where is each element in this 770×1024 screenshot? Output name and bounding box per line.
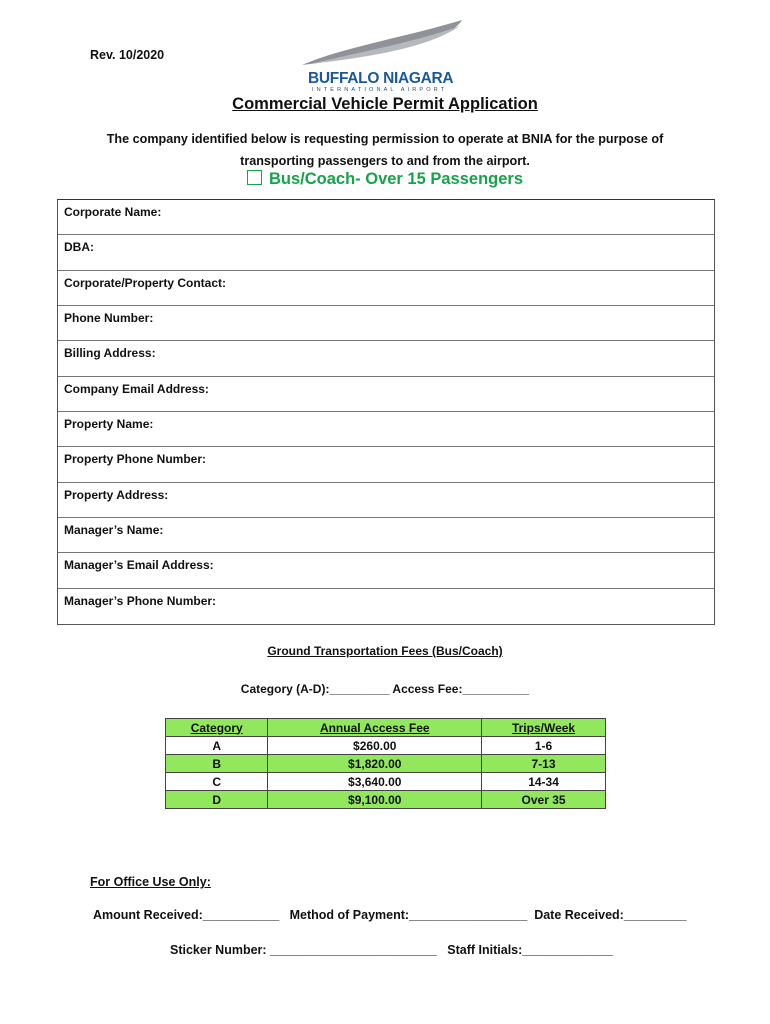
checkbox-icon[interactable]	[247, 170, 262, 185]
header-category: Category	[166, 719, 268, 737]
bus-coach-option[interactable]	[0, 170, 770, 189]
intro-text	[60, 128, 710, 172]
form-field-dba[interactable]	[58, 235, 714, 270]
category-access-fee-line[interactable]: Category (A-D):_________ Access Fee:__________	[240, 682, 530, 696]
form-field-contact[interactable]	[58, 271, 714, 306]
office-use-line-2[interactable]: Sticker Number: ________________________ Staff Initials:_____________	[170, 943, 613, 957]
intro-line-2: transporting passengers to and from the airport.	[240, 154, 530, 168]
table-cell: Over 35	[482, 791, 606, 809]
office-use-line-1[interactable]: Amount Received:___________ Method of Payment:_________________ Date Received:_________	[93, 908, 687, 922]
airport-logo	[300, 18, 470, 93]
table-cell: C	[166, 773, 268, 791]
table-cell: B	[166, 755, 268, 773]
field-label: Manager’s Phone Number:	[64, 593, 217, 608]
form-field-manager-phone[interactable]	[58, 589, 714, 624]
field-label: Phone Number:	[64, 311, 154, 326]
field-label: Property Name:	[64, 417, 154, 432]
intro-line-1: The company identified below is requesting permission to operate at BNIA for the purpose of	[106, 132, 664, 146]
revision-label: Rev. 10/2020	[90, 48, 165, 62]
table-row	[166, 791, 606, 809]
form-field-property-address[interactable]	[58, 483, 714, 518]
form-field-property-name[interactable]	[58, 412, 714, 447]
field-label: Corporate/Property Contact:	[64, 275, 227, 290]
logo-swoosh-icon	[300, 18, 470, 70]
table-cell: $1,820.00	[268, 755, 482, 773]
logo-wordmark: BUFFALO NIAGARA	[308, 70, 454, 87]
table-cell: 7-13	[482, 755, 606, 773]
table-cell: $260.00	[268, 737, 482, 755]
table-cell: 1-6	[482, 737, 606, 755]
field-label: DBA:	[64, 240, 94, 255]
form-field-billing-address[interactable]	[58, 341, 714, 376]
table-cell: D	[166, 791, 268, 809]
table-row	[166, 773, 606, 791]
page-title: Commercial Vehicle Permit Application	[232, 95, 538, 113]
office-use-title: For Office Use Only:	[90, 875, 211, 889]
bus-coach-label: Bus/Coach- Over 15 Passengers	[268, 170, 524, 188]
table-cell: 14-34	[482, 773, 606, 791]
field-label: Manager’s Email Address:	[64, 558, 214, 573]
field-label: Company Email Address:	[64, 381, 209, 396]
form-field-corporate-name[interactable]	[58, 200, 714, 235]
form-field-property-phone[interactable]	[58, 447, 714, 482]
header-annual-access-fee: Annual Access Fee	[268, 719, 482, 737]
table-header-row	[166, 719, 606, 737]
header-trips-week: Trips/Week	[482, 719, 606, 737]
company-info-form	[57, 199, 715, 625]
form-field-manager-name[interactable]	[58, 518, 714, 553]
field-label: Property Address:	[64, 487, 169, 502]
table-cell: $3,640.00	[268, 773, 482, 791]
form-field-manager-email[interactable]	[58, 553, 714, 588]
table-cell: $9,100.00	[268, 791, 482, 809]
logo-subtitle: INTERNATIONAL AIRPORT	[312, 87, 448, 93]
form-field-phone[interactable]	[58, 306, 714, 341]
table-cell: A	[166, 737, 268, 755]
field-label: Billing Address:	[64, 346, 156, 361]
field-label: Corporate Name:	[64, 205, 162, 219]
fees-title: Ground Transportation Fees (Bus/Coach)	[267, 644, 503, 658]
form-field-company-email[interactable]	[58, 377, 714, 412]
table-row	[166, 737, 606, 755]
fees-table	[165, 718, 606, 809]
table-row	[166, 755, 606, 773]
field-label: Manager’s Name:	[64, 523, 164, 538]
field-label: Property Phone Number:	[64, 452, 207, 467]
